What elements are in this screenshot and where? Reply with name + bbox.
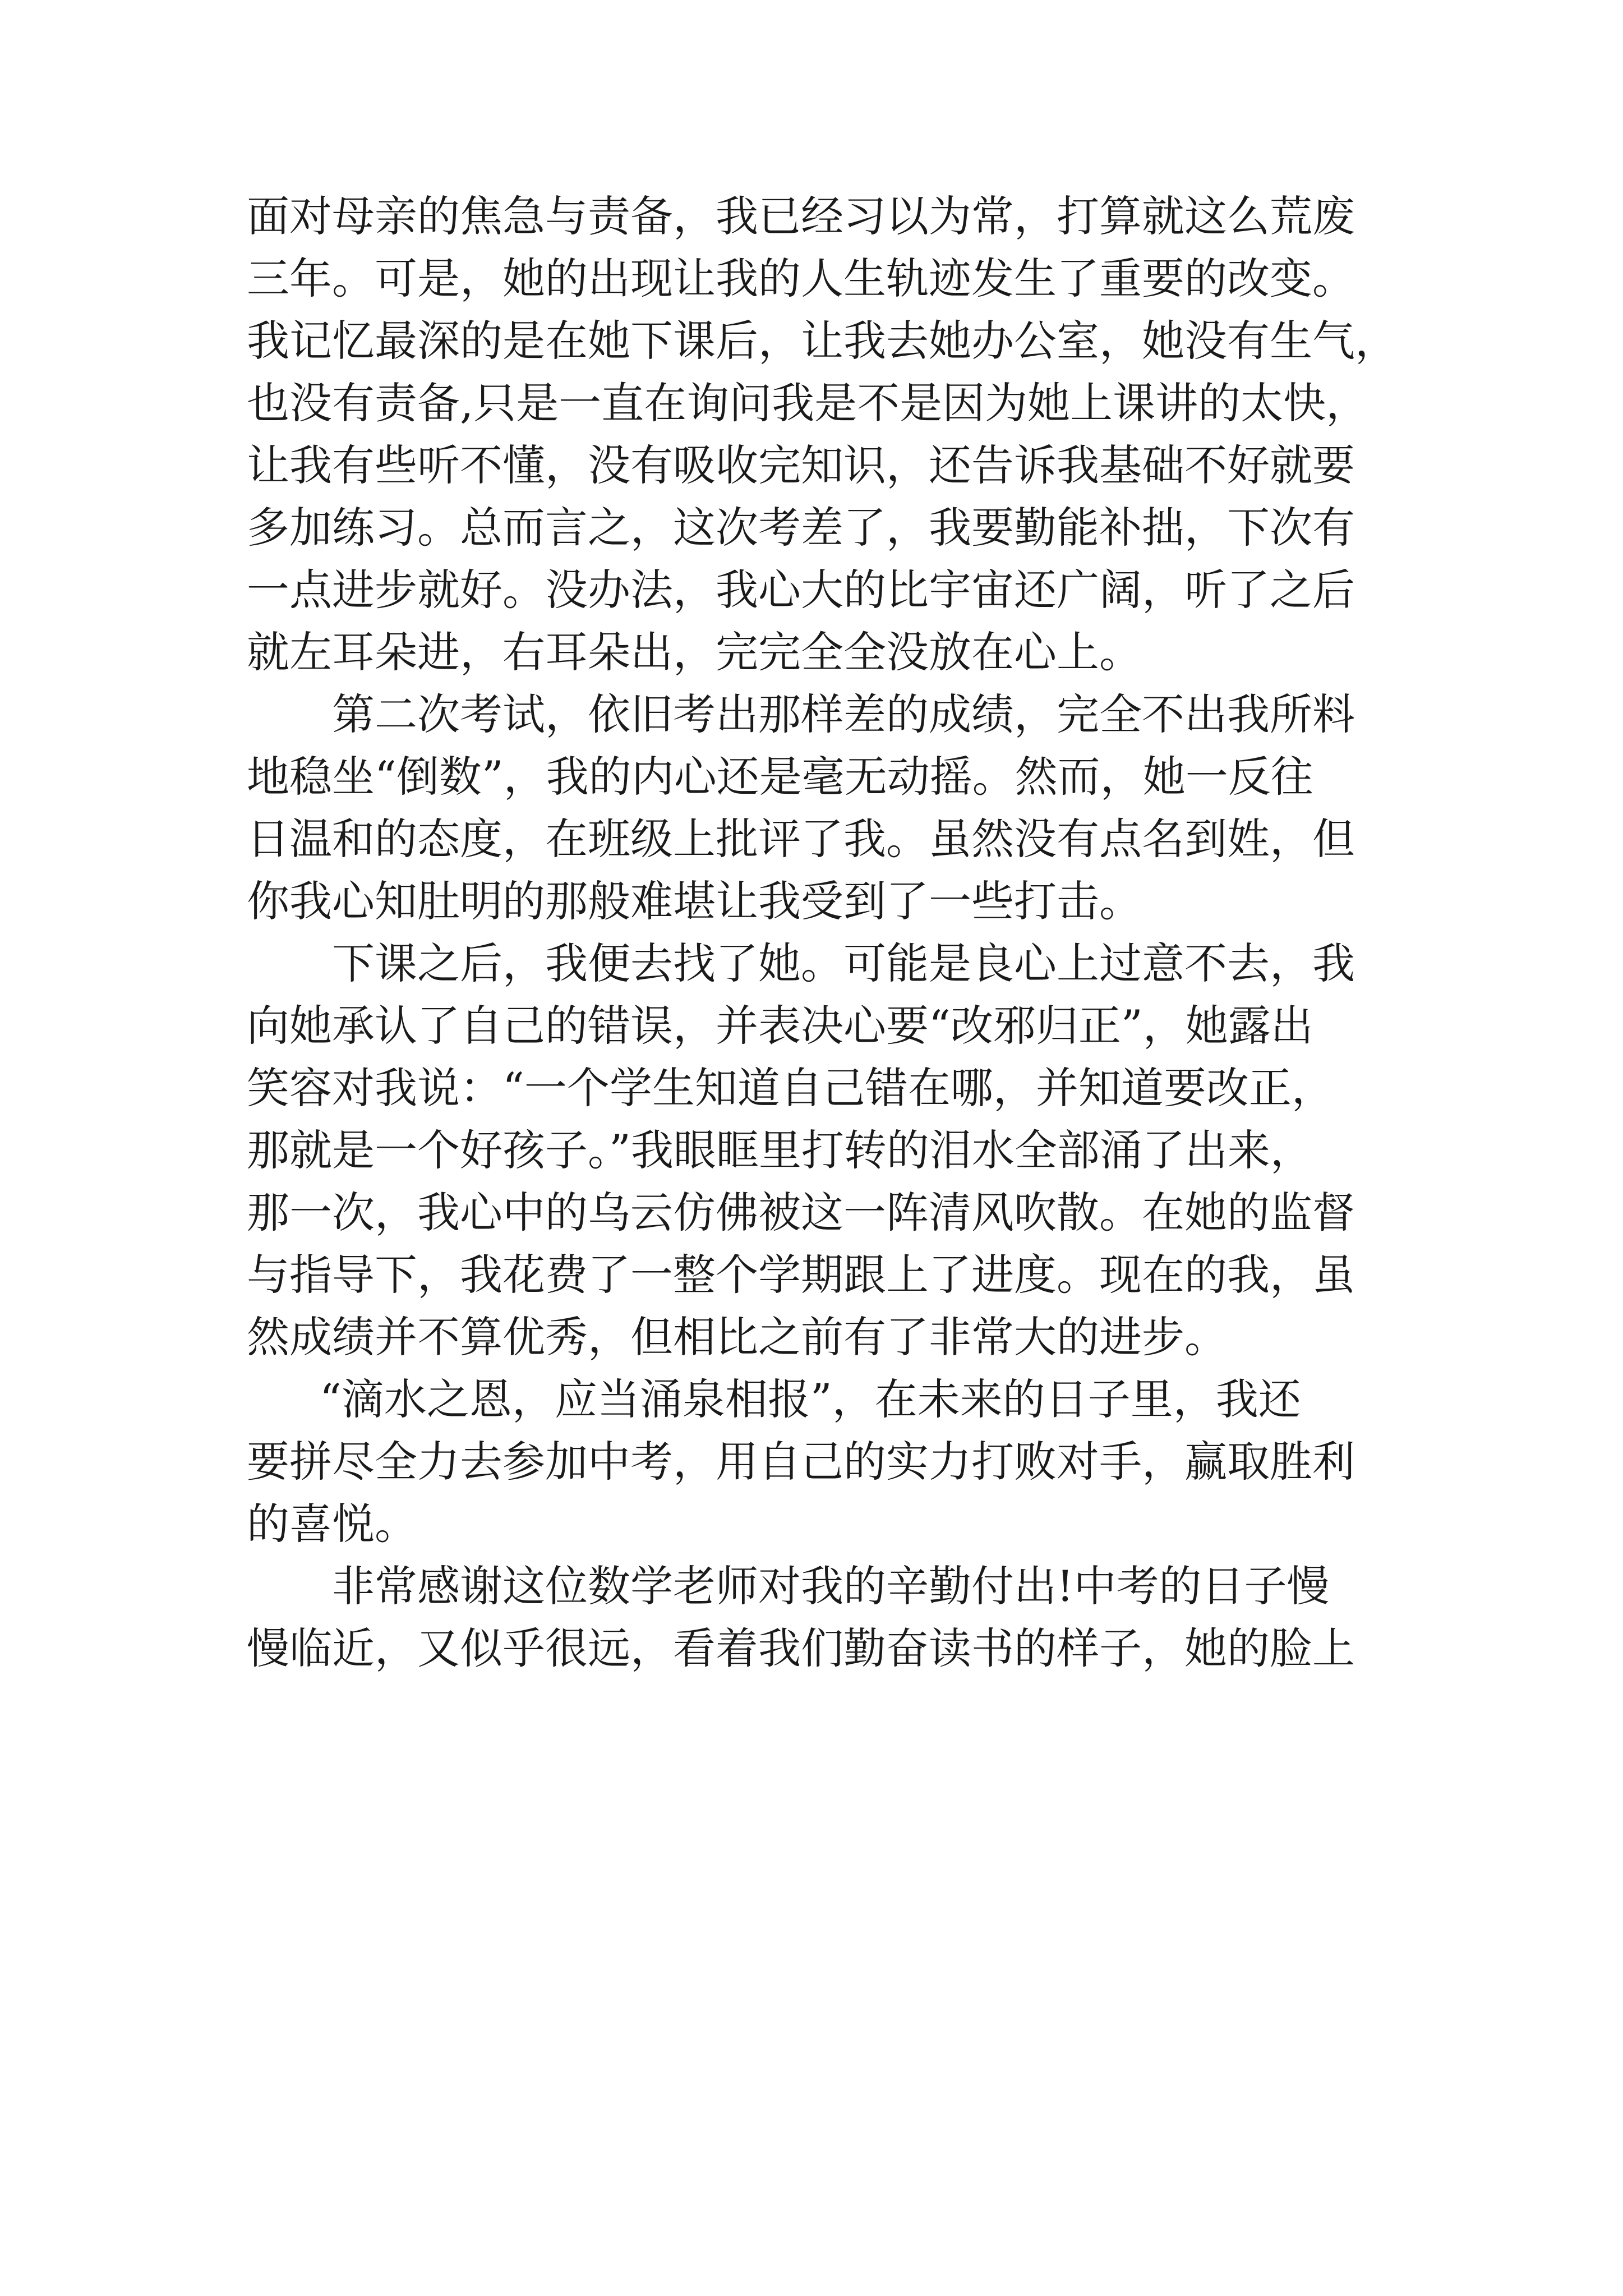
paragraph-first-line: 非常感谢这位数学老师对我的辛勤付出!中考的日子慢 xyxy=(332,1561,1330,1611)
text-line: 三年。可是，她的出现让我的人生轨迹发生了重要的改变。 xyxy=(247,254,1355,303)
paragraph-first-line: 下课之后，我便去找了她。可能是良心上过意不去，我 xyxy=(332,938,1355,988)
text-line: 那一次，我心中的乌云仿佛被这一阵清风吹散。在她的监督 xyxy=(247,1188,1355,1237)
text-line: 慢临近，又似乎很远，看着我们勤奋读书的样子，她的脸上 xyxy=(247,1623,1355,1673)
paragraph-first-line: “滴水之恩，应当涌泉相报”，在未来的日子里，我还 xyxy=(320,1374,1301,1424)
text-line: 多加练习。总而言之，这次考差了，我要勤能补拙，下次有 xyxy=(247,503,1355,553)
text-line: 笑容对我说：“一个学生知道自己错在哪，并知道要改正， xyxy=(247,1063,1334,1113)
text-line: 地稳坐“倒数”，我的内心还是毫无动摇。然而，她一反往 xyxy=(247,752,1313,802)
text-line: 一点进步就好。没办法，我心大的比宇宙还广阔，听了之后 xyxy=(247,565,1355,615)
text-line: 面对母亲的焦急与责备，我已经习以为常，打算就这么荒废 xyxy=(247,191,1355,241)
text-line: 的喜悦。 xyxy=(247,1499,417,1549)
text-line: 你我心知肚明的那般难堪让我受到了一些打击。 xyxy=(247,876,1142,926)
text-line: 那就是一个好孩子。”我眼眶里打转的泪水全部涌了出来， xyxy=(247,1125,1313,1175)
text-line: 日温和的态度，在班级上批评了我。虽然没有点名到姓，但 xyxy=(247,814,1355,864)
text-line: 让我有些听不懂，没有吸收完知识，还告诉我基础不好就要 xyxy=(247,440,1355,490)
text-line: 就左耳朵进，右耳朵出，完完全全没放在心上。 xyxy=(247,627,1142,677)
text-line: 也没有责备,只是一直在询问我是不是因为她上课讲的太快， xyxy=(247,378,1369,428)
text-line: 然成绩并不算优秀，但相比之前有了非常大的进步。 xyxy=(247,1312,1227,1362)
text-line: 我记忆最深的是在她下课后，让我去她办公室，她没有生气， xyxy=(247,316,1398,366)
text-line: 向她承认了自己的错误，并表决心要“改邪归正”，她露出 xyxy=(247,1001,1313,1051)
paragraph-first-line: 第二次考试，依旧考出那样差的成绩，完全不出我所料 xyxy=(332,689,1355,739)
body-text xyxy=(247,185,1398,1680)
text-line: 要拼尽全力去参加中考，用自己的实力打败对手，赢取胜利 xyxy=(247,1437,1355,1487)
text-line: 与指导下，我花费了一整个学期跟上了进度。现在的我，虽 xyxy=(247,1250,1355,1300)
